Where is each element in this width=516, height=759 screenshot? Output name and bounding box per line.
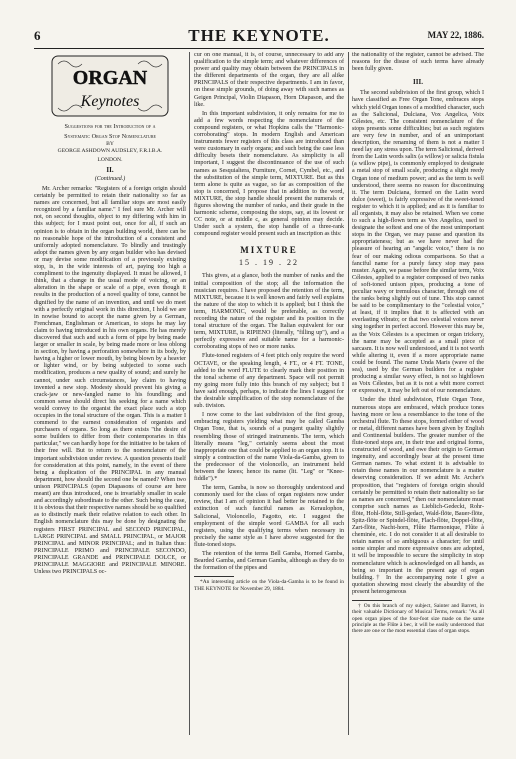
paragraph: the nationality of the register, cannot be advised. The reasons for the disuse of such terms have already been fully given.: [352, 52, 484, 73]
section-number: III.: [413, 78, 423, 87]
series-continued: (Continued.): [94, 176, 126, 182]
paragraph: Mr. Archer remarks: "Registers of a foreign origin should certainly be permitted to retain their nationality so far as names are concerned, but all familiar stops are most easily recognized by a familiar name." I feel sure Mr. Archer will not, on second thoughts, object to my differing with him in this subject; for I must point out, once for all, if such an opinion is to obtain in the organ building world, there can be no reasonable hope of the introduction of a consistent and uniformly adopted nomenclature. To blindly and trustingly adopt the names given by any organ builder who has devised or may devise some modification of a previously existing stop, is, in the wide interests of art, paying too high a compliment to the ingenuity displayed. It must be allowed, I think, that a change in the usual mode of voicing, or an alteration in the shape or scale of a pipe, even though it results in the production of a novel quality of tone, cannot be dignified by the name of an invention, and until we do meet with a perfectly original work in this direction, I hold we are in nowise bound to accept the name given by a German, Frenchman, Englishman or American, to stops he may lay claim to having introduced in his own organs. He has merely discovered that such and such a form of pipe by being made larger or smaller in scale, by being made more or less oblong in section, by having a perforation somewhere in its body, by having a higher or lower mouth, by being blown by a heavier or lighter wind, or by being subjected to some such modification, produces a new quality of sound; and surely he cannot, under such circumstances, lay claim to having invented a new stop. Modesty should prevent his giving a crack-jaw or new-fangled name to his foundling; and common sense should direct his seeking for a name which would convey to the organist the exact place such a stop occupies in the tonal structure of the organ. This is a matter I commend to the earnest consideration of organists and purchasers of organs. So long as there exists "the desire of some builders to differ from their contemporaries in this particular," we can hardly hope for the initiative to be taken of their free will. But to return to the nomenclature of the important subdivision under review. A question presents itself for consideration at this point, namely, in the event of there being a duplication of the PRINCIPAL in any manual department, how should the second one be named? When two unison PRINCIPALS (open Diapasons of course are here meant) are thus introduced, one is invariably smaller in scale and accordingly subordinate to the other. Such being the case, it is obvious that their respective names should be so qualified as to distinctly mark their relative relation to each other. In English nomenclature this may be done by designating the registers FIRST PRINCIPAL and SECOND PRINCIPAL, LARGE PRINCIPAL and SMALL PRINCIPAL, or MAJOR PRINCIPAL and MINOR PRINCIPAL; and in Italian thus: PRINCIPALE PRIMO and PRINCIPALE SECONDO, PRINCIPALE GRANDE and PRINCIPALE DOLCE, or PRINCIPALE MAGGIORE and PRINCIPALE MINORE. Unless two PRINCIPALS oc-: [34, 186, 186, 576]
column-3: [352, 52, 484, 735]
column-1: [34, 52, 186, 735]
issue-date: MAY 22, 1886.: [427, 30, 484, 40]
paragraph: The term, Gamba, is now so thoroughly understood and commonly used for the class of organ registers now under review, that I am of opinion it had better be retained to the extinction of such fanciful names as Keraulophon, Salicional, Violoncello, Fagotto, etc. I suggest the employment of the simple word GAMBA for all such registers, using the qualifying terms when necessary in precisely the same style as I have above suggested for the flute-toned stops.: [194, 485, 344, 548]
paragraph: Flute-toned registers of 4 feet pitch only require the word OCTAVE, or the speaking length, 4 FT., or 4 FT. TONE, added to the word FLUTE to clearly mark their position in the tonal scheme of any department. Space will not permit my going more fully into this branch of my subject; but I have said enough, perhaps, to indicate the lines I suggest for the desirable simplification of the stop nomenclature of the sub. tivision.: [194, 353, 344, 410]
series-title-1: Suggestions for the Introduction of a: [64, 123, 156, 130]
mixture-figures: 15 . 19 . 22: [239, 258, 299, 268]
header-rule: [34, 48, 484, 49]
series-part: II.: [106, 166, 114, 174]
footnote: *An interesting article on the Viola-da-Gamba is to be found in THE KEYNOTE for November 29, 1884.: [194, 579, 344, 592]
paragraph: This gives, at a glance, both the number of ranks and the initial composition of the stop; all the information the musician requires. I have proposed the retention of the term, MIXTURE, because it is well known and fairly well explains the nature of the stop to which it is applied; but I think the term, HARMONIC, would be preferable, as correctly recording the nature of the register and its position in the tonal structure of the organ. The Italian equivalent for our term, MIXTURE, is RIPIENO (literally, "filling up"), and a perfectly expressive and suitable name for a harmonic-corroborating stops of two or more ranks.: [194, 273, 344, 351]
column-2: [194, 52, 344, 735]
footnote-rule: [352, 600, 392, 601]
paragraph: cur on one manual, it is, of course, unnecessary to add any qualification to the simple term; and whatever differences of power and quality may obtain between the PRINCIPALS in the different departments of the organ, they are all alike PRINCIPALS of their respective departments. I am in favor, on these simple grounds, of doing away with such names as Geigen Principal, Violin Diapason, Horn Diapason, and the like.: [194, 52, 344, 108]
footnote-rule: [194, 576, 234, 577]
organ-keynotes-logo: [50, 54, 170, 118]
column-divider-2: [348, 52, 349, 735]
page-header: [34, 26, 484, 46]
paragraph: The second subdivision of the first group, which I have classified as Free Organ Tone, embraces stops which yield Organ tones of a modified character, such as the Salicional, Dulciana, Vox Angelica, Voix Célestes, etc. The consistent nomenclature of the stops presents some difficulties; but as such registers are very few in number, and of an unimportant description, the renaming of them is not a matter I need lay any stress upon. The term Salicional, derived from the Latin words salix (a willow) or salicia fistula (a willow pipe), is commonly employed to designate a metal stop of small scale, producing a slight reedy Organ tone of medium power; and as the term is well understood, there seems no reason for discontinuing it. The term Dulciana, formed on the Latin word dulce (sweet), is fairly expressive of the sweet-toned register to which it is applied; and as it is familiar to all organists, it may also be retained. When we come to such a high-flown term as Vox Angelica, used to designate the softest and one of the most unimportant stops in the Organ, we may pause and question its appropriateness; but as we have never had the pleasure of hearing an "angelic voice," there is no fear of our making odious comparisons. So that a fanciful name for a purely fancy stop may pass muster. Again, we pause before the similar term, Voix Célestes, applied to a register composed of two ranks of soft-toned unison pipes, producing a tone of peculiar wavy or tremulous character, through one of the ranks being slightly out of tune. This stop cannot be said to be complimentary to the "celestial voice," at least, if it implies that it is affected with an everlasting vibrato; or that two celestial voices never sing together in perfect accord. However this may be, as the Voix Célestes is a specimen or organ trickery, the name may be accepted as a small piece of sarcasm. It is now well understood, and it is not worth while altering it, even if a more appropriate name could be found. The name Unda Maris (wave of the sea), used by the German builders for a register producing a similar wavy effect, is not so highflown as Voix Célestes, but as it is not a whit more correct or expressive, it may be left out of our nomenclature.: [352, 90, 484, 395]
paragraph: I now come to the last subdivision of the first group, embracing registers yielding what may be called Gamba Organ Tone, that is, sounds of a pungent quality slightly resembling those of stringed instruments. The term, which literally means "leg," certainly seems about the most inappropriate one that could be applied to an organ stop. It is simply a contraction of the name Viola-da-Gamba, given to the predecessor of the violoncello, an instrument held between the knees; hence its name (lit. "Leg" or "Knee-fiddle").*: [194, 412, 344, 483]
mixture-stop-name: MIXTURE: [240, 245, 298, 256]
series-title-2: Systematic Organ Stop Nomenclature: [64, 133, 156, 140]
masthead: THE KEYNOTE.: [188, 26, 330, 45]
series-author: GEORGE ASHDOWN AUDSLEY, F.R.I.B.A.: [57, 148, 163, 154]
series-by: BY: [106, 141, 114, 147]
column-divider-1: [189, 52, 190, 735]
footnote-2: † On this branch of my subject, Sainter and Barrett, in their valuable Dictionary of Musical Terms, remark: "As all open organ pipes of the four-foot size made on the same principle as the Flûte à bec, it will be easily understood that there are one or the most essential class of organ stops.: [352, 603, 484, 635]
page-number: 6: [34, 28, 41, 43]
logo-line1: ORGAN: [72, 67, 148, 89]
paragraph: Under the third subdivision, Flute Organ Tone, numerous stops are embraced, which produce tones having more or less a resemblance to the tone of the orchestral flute. To these stops, formed either of wood or metal, different names have been given by English and Continental builders. The greater number of the flute-toned stops are, in their true and original forms, constructed of wood, and owe their origin to German ingenuity, and accordingly bear at the present time German names. To what extent it is advisable to retain these names in our nomenclature is a matter deserving consideration. If we admit Mr. Archer's proposition, that "registers of foreign origin should certainly be permitted to retain their nationality so far as names are concerned," then our nomenclature must comprise such names as Lieblich-Gedeckt, Rohr-flöte, Hohl-flöte, Still-gedact, Wald-flöte, Bauer-flöte, Spitz-flöte or Spindel-flöte, Flach-flöte, Doppel-flöte, Zart-flöte, Nacht-horn, Flûte Harmonique, Flûte à cheminée, etc. I do not consider it at all desirable to retain names of so ambiguous a character; for until some simpler and more expressive ones are adopted, it will be impossible to secure the simplicity in stop nomenclature which is acknowledged on all hands, as being so important in the present age of organ building.† In the accompanying note I give a quotation showing most clearly the absurdity of the present heterogeneous: [352, 397, 484, 595]
logo-line2: Keynotes: [80, 93, 140, 110]
paragraph: In this important subdivision, it only remains for me to add a few words respecting the nomenclature of the compound registers, or what Hopkins calls the "Harmonic-corroborating" stops. In modern English and American instruments fewer registers of this class are introduced than were customary in early organs; and such being the case less difficulty besets their nomenclature. As simplicity is all important, I suggest the discontinuance of the use of such names as Sesquialtera, Furniture, Cornet, Cymbel, etc., and the substitution of the simple term, MIXTURE. But as this term alone is quite as vague, so far as composition of the stop is concerned, I propose that in addition to the word, MIXTURE, the stop handle should present the numerals or figures showing the number of ranks, and their grade in the harmonic scheme, composing the stops, say, at its lowest or CC note, or at middle c, as general opinion may decide. Under such a system, the stop handle of a three-rank compound register would present such an inscription as this:: [194, 110, 344, 238]
series-location: LONDON.: [97, 157, 123, 163]
paragraph: The retention of the terms Bell Gamba, Horned Gamba, Bearded Gamba, and German Gamba, although as they do to the formation of the pipes and: [194, 551, 344, 572]
